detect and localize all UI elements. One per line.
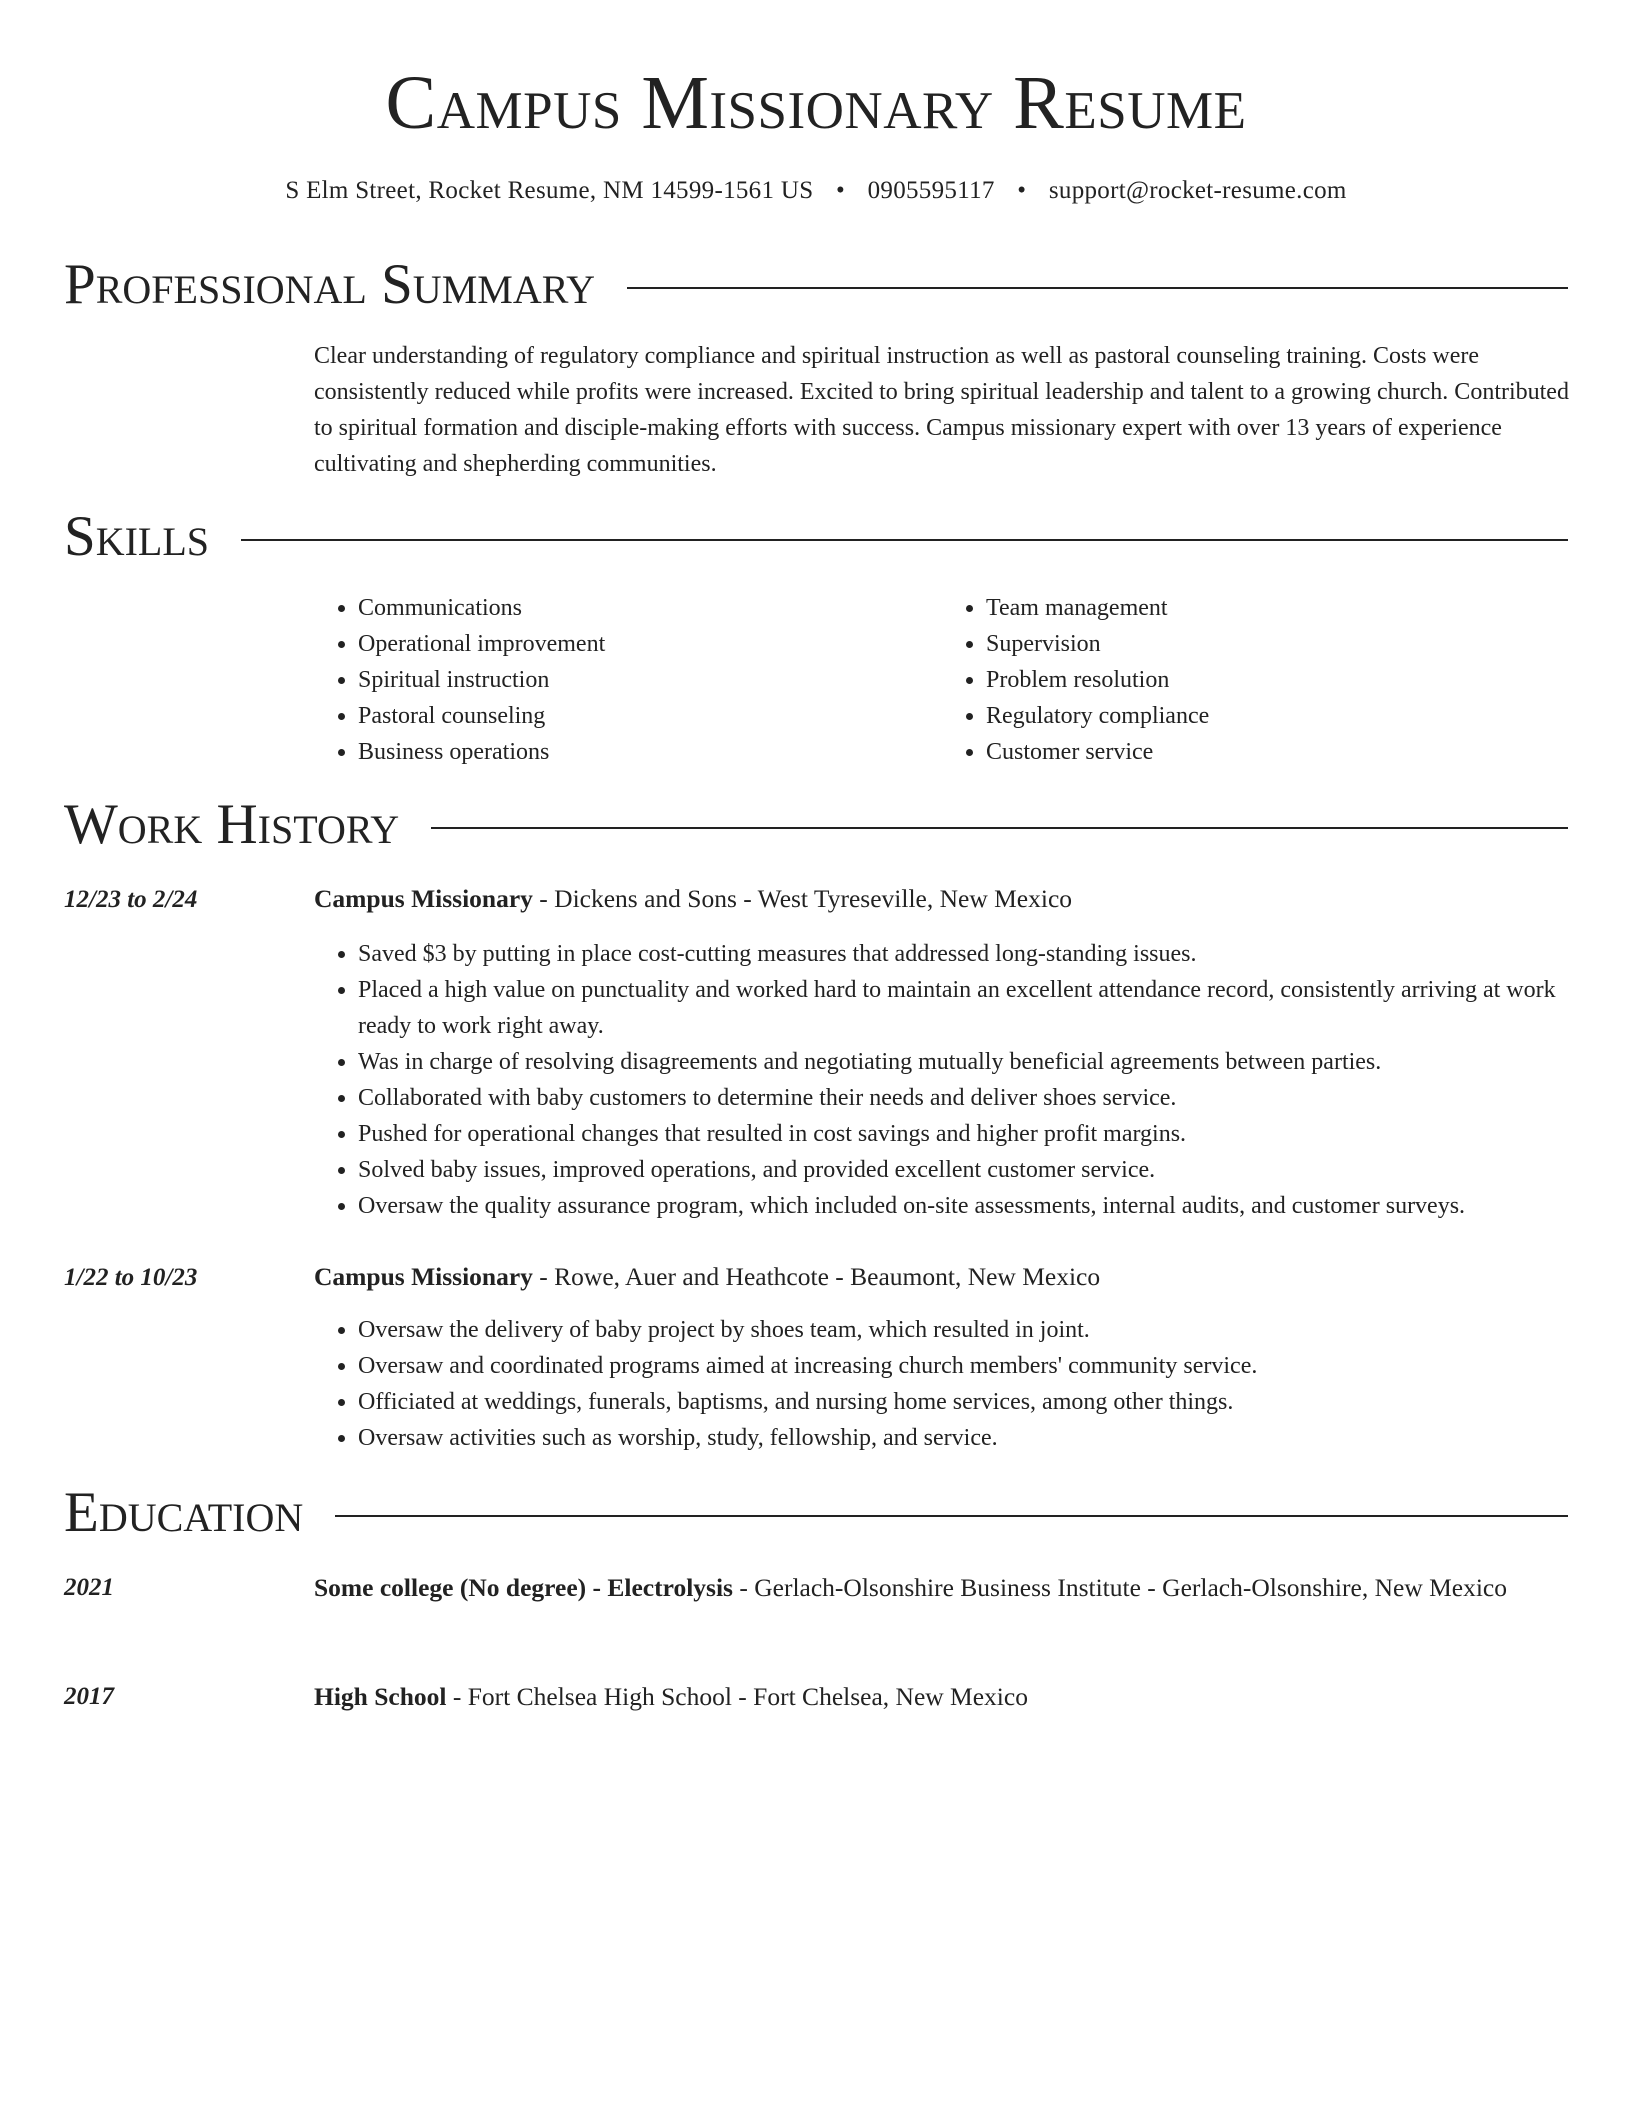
contact-address: S Elm Street, Rocket Resume, NM 14599-1561 US bbox=[285, 177, 814, 204]
section-divider bbox=[431, 827, 1568, 829]
work-section-header bbox=[64, 790, 1568, 860]
contact-line bbox=[0, 174, 1632, 208]
skill-item: • Operational improvement bbox=[358, 626, 942, 662]
job-bullet: • Oversaw the delivery of baby project by shoes team, which resulted in joint. bbox=[358, 1312, 1614, 1348]
skill-item: • Team management bbox=[986, 590, 1570, 626]
skill-item: • Supervision bbox=[986, 626, 1570, 662]
job-bullet: • Oversaw activities such as worship, study, fellowship, and service. bbox=[358, 1420, 1614, 1456]
job-heading bbox=[314, 880, 1570, 918]
education-heading: Education bbox=[64, 1481, 304, 1544]
education-title: High School bbox=[314, 1682, 447, 1711]
skills-column-left bbox=[314, 590, 942, 770]
resume-title: Campus Missionary Resume bbox=[385, 61, 1247, 145]
job-details: - Dickens and Sons - West Tyreseville, New Mexico bbox=[532, 884, 1073, 913]
education-year: 2021 bbox=[64, 1574, 114, 1601]
contact-email[interactable]: support@rocket-resume.com bbox=[1048, 177, 1347, 204]
education-details: - Fort Chelsea High School - Fort Chelsea, New Mexico bbox=[446, 1682, 1028, 1711]
job-bullet: • Solved baby issues, improved operations, and provided excellent customer service. bbox=[358, 1152, 1614, 1188]
job-bullet: • Officiated at weddings, funerals, baptisms, and nursing home services, among other things. bbox=[358, 1384, 1614, 1420]
job-dates: 1/22 to 10/23 bbox=[64, 1264, 198, 1291]
skills-column-right bbox=[942, 590, 1570, 770]
job-details: - Rowe, Auer and Heathcote - Beaumont, New Mexico bbox=[532, 1262, 1101, 1291]
education-entry bbox=[314, 1678, 1570, 1716]
summary-text: Clear understanding of regulatory compliance and spiritual instruction as well as pastoral counseling training. Costs were consistently reduced while profits were increased. Excited to bring spiritual leadership and talent to a growing church. Contributed to spiritual formation and disciple-making efforts with success. Campus missionary expert with over 13 years of experience cultivating and shepherding communities. bbox=[314, 343, 1569, 477]
skill-item: • Spiritual instruction bbox=[358, 662, 942, 698]
job-title: Campus Missionary bbox=[314, 884, 533, 913]
summary-section-header bbox=[64, 250, 1568, 320]
education-details: - Gerlach-Olsonshire Business Institute - Gerlach-Olsonshire, New Mexico bbox=[732, 1573, 1507, 1602]
skill-item: • Pastoral counseling bbox=[358, 698, 942, 734]
section-divider bbox=[627, 287, 1568, 289]
skill-item: • Communications bbox=[358, 590, 942, 626]
job-bullets bbox=[314, 1312, 1614, 1456]
job-bullet: • Oversaw the quality assurance program, which included on-site assessments, internal audits, and customer surveys. bbox=[358, 1188, 1614, 1224]
education-section-header bbox=[64, 1478, 1568, 1548]
skill-item: • Customer service bbox=[986, 734, 1570, 770]
skill-item: • Problem resolution bbox=[986, 662, 1570, 698]
job-heading bbox=[314, 1258, 1570, 1296]
job-bullet: • Oversaw and coordinated programs aimed at increasing church members' community service. bbox=[358, 1348, 1614, 1384]
section-divider bbox=[241, 539, 1568, 541]
education-entry bbox=[314, 1569, 1570, 1607]
job-title: Campus Missionary bbox=[314, 1262, 533, 1291]
skills-heading: Skills bbox=[64, 505, 210, 568]
education-year: 2017 bbox=[64, 1683, 114, 1710]
skill-item: • Regulatory compliance bbox=[986, 698, 1570, 734]
separator-dot: • bbox=[835, 177, 846, 204]
job-bullet: • Saved $3 by putting in place cost-cutting measures that addressed long-standing issues. bbox=[358, 936, 1614, 972]
job-bullet: • Collaborated with baby customers to determine their needs and deliver shoes service. bbox=[358, 1080, 1614, 1116]
work-heading: Work History bbox=[64, 793, 400, 856]
job-bullet: • Placed a high value on punctuality and worked hard to maintain an excellent attendance record, consistently arriving at work ready to work right away. bbox=[358, 972, 1614, 1044]
contact-phone[interactable]: 0905595117 bbox=[867, 177, 995, 204]
summary-heading: Professional Summary bbox=[64, 253, 596, 316]
section-divider bbox=[335, 1515, 1568, 1517]
job-dates: 12/23 to 2/24 bbox=[64, 886, 198, 913]
skills-list bbox=[314, 590, 1570, 770]
job-bullets bbox=[314, 936, 1614, 1224]
skills-section-header bbox=[64, 502, 1568, 572]
skill-item: • Business operations bbox=[358, 734, 942, 770]
separator-dot: • bbox=[1017, 177, 1027, 204]
job-bullet: • Pushed for operational changes that resulted in cost savings and higher profit margins. bbox=[358, 1116, 1614, 1152]
job-bullet: • Was in charge of resolving disagreements and negotiating mutually beneficial agreements between parties. bbox=[358, 1044, 1614, 1080]
education-title: Some college (No degree) - Electrolysis bbox=[314, 1573, 733, 1602]
